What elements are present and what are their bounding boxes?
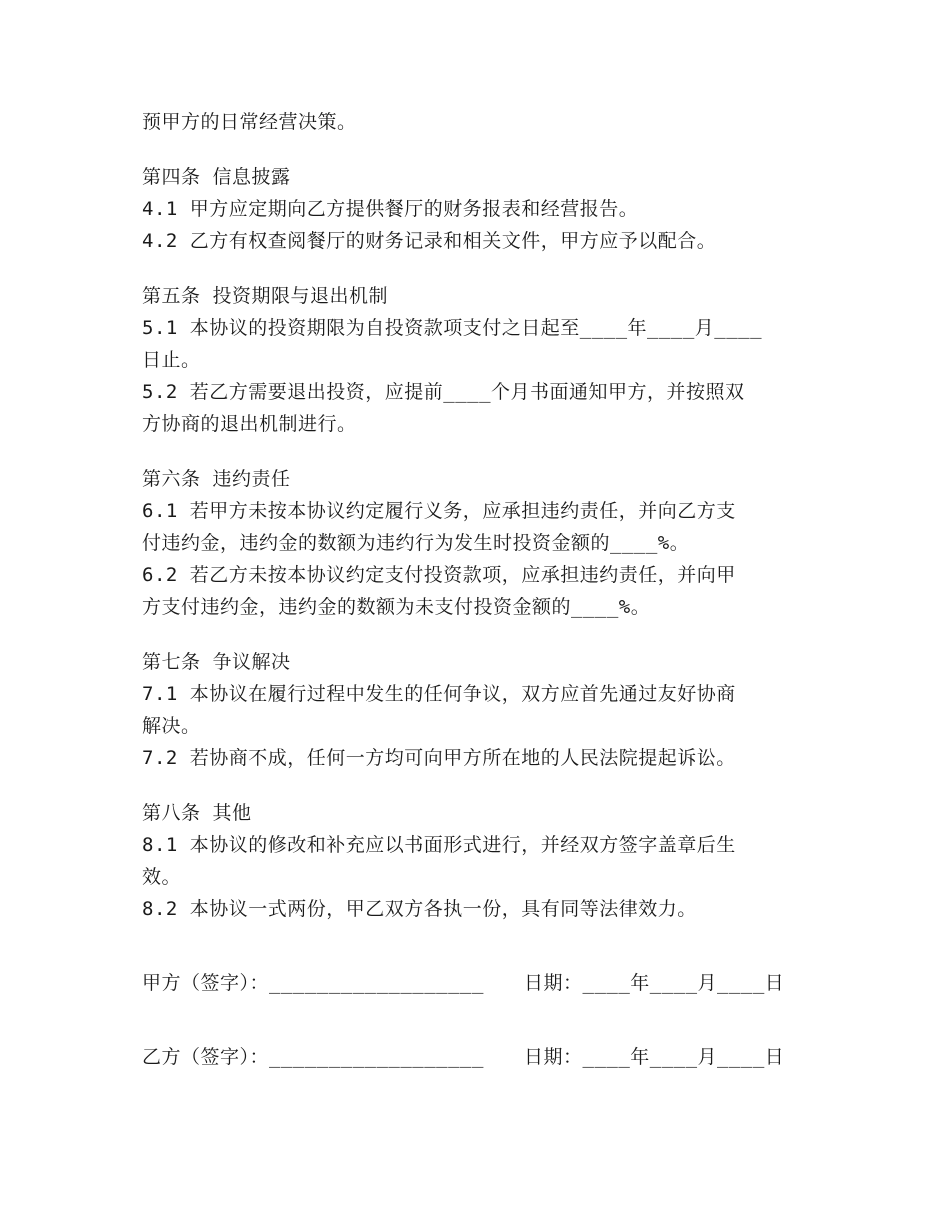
section-title: 第六条 违约责任 — [142, 468, 291, 490]
section-title: 第八条 其他 — [142, 802, 252, 824]
clause-line: 5.2 若乙方需要退出投资，应提前____个月书面通知甲方，并按照双 — [142, 381, 745, 403]
clause-line: 方支付违约金，违约金的数额为未支付投资金额的____%。 — [142, 596, 651, 618]
clause-line: 8.1 本协议的修改和补充应以书面形式进行，并经双方签字盖章后生 — [142, 834, 736, 856]
clause-line: 8.2 本协议一式两份，甲乙双方各执一份，具有同等法律效力。 — [142, 898, 697, 920]
signature-field: 甲方（签字）：__________________ — [142, 972, 484, 994]
section-8 — [142, 797, 802, 925]
intro-line: 预甲方的日常经营决策。 — [142, 111, 357, 133]
section-title: 第五条 投资期限与退出机制 — [142, 285, 388, 307]
clause-line: 7.2 若协商不成，任何一方均可向甲方所在地的人民法院提起诉讼。 — [142, 747, 736, 769]
signature-row-party-a — [142, 967, 802, 999]
section-title: 第七条 争议解决 — [142, 651, 291, 673]
section-7 — [142, 646, 802, 774]
signature-row-party-b — [142, 1041, 802, 1073]
clause-line: 解决。 — [142, 715, 201, 737]
clause-line: 7.1 本协议在履行过程中发生的任何争议，双方应首先通过友好协商 — [142, 683, 736, 705]
section-title: 第四条 信息披露 — [142, 166, 291, 188]
clause-line: 效。 — [142, 866, 182, 888]
clause-line: 方协商的退出机制进行。 — [142, 413, 357, 435]
date-field: 日期：____年____月____日 — [524, 972, 785, 994]
clause-line: 6.1 若甲方未按本协议约定履行义务，应承担违约责任，并向乙方支 — [142, 500, 736, 522]
clause-line: 4.2 乙方有权查阅餐厅的财务记录和相关文件，甲方应予以配合。 — [142, 230, 717, 252]
date-field: 日期：____年____月____日 — [524, 1046, 785, 1068]
signature-field: 乙方（签字）：__________________ — [142, 1046, 484, 1068]
clause-line: 6.2 若乙方未按本协议约定支付投资款项，应承担违约责任，并向甲 — [142, 564, 736, 586]
clause-line: 付违约金，违约金的数额为违约行为发生时投资金额的____%。 — [142, 532, 690, 554]
clause-line: 日止。 — [142, 349, 201, 371]
section-6 — [142, 463, 802, 623]
section-4 — [142, 161, 802, 257]
section-5 — [142, 280, 802, 440]
clause-line: 5.1 本协议的投资期限为自投资款项支付之日起至____年____月____ — [142, 317, 763, 339]
document-page — [142, 106, 802, 1073]
clause-line: 4.1 甲方应定期向乙方提供餐厅的财务报表和经营报告。 — [142, 198, 639, 220]
